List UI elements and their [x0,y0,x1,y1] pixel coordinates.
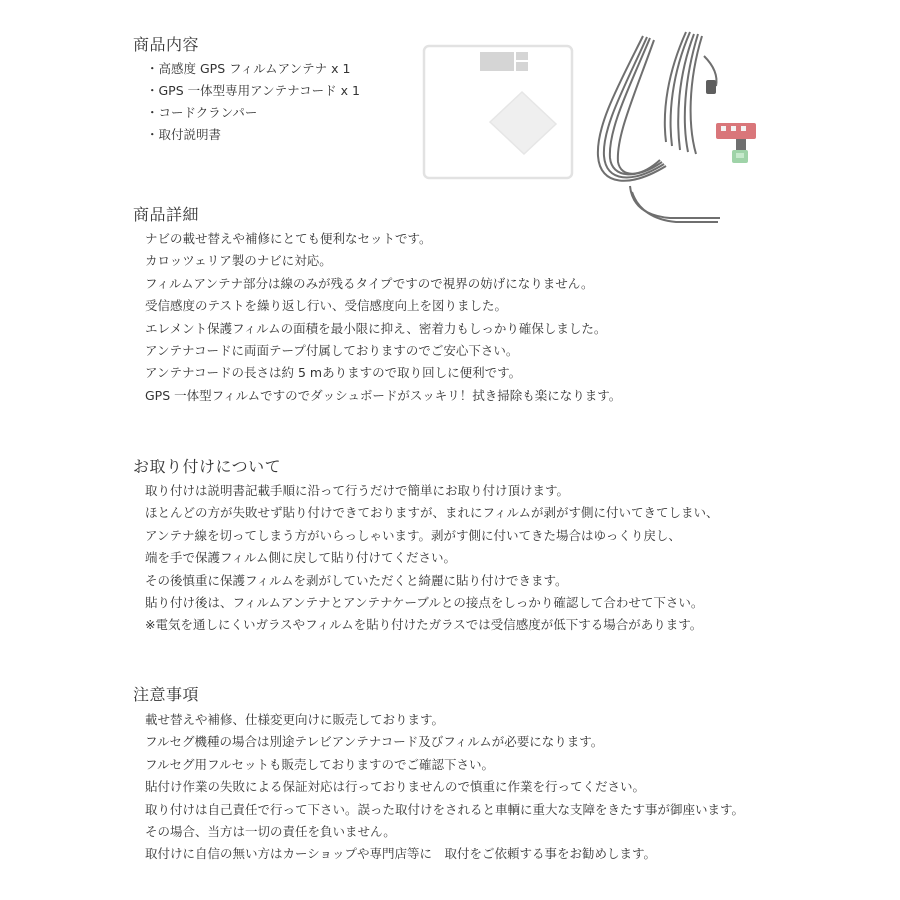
list-item: ・高感度 GPS フィルムアンテナ x 1 [146,61,351,76]
list-item: フルセグ用フルセットも販売しておりますのでご確認下さい。 [145,756,495,772]
list-item: 受信感度のテストを繰り返し行い、受信感度向上を図りました。 [145,298,508,314]
list-item: ※電気を通しにくいガラスやフィルムを貼り付けたガラスでは受信感度が低下する場合があります。 [145,617,703,633]
install-text [145,480,719,637]
list-item: その場合、当方は一切の責任を負いません。 [145,823,396,839]
list-item: ナビの載せ替えや補修にとても便利なセットです。 [145,231,432,246]
list-item: 取り付けは説明書記載手順に沿って行うだけで簡単にお取り付け頂けます。 [145,483,570,498]
list-item: アンテナ線を切ってしまう方がいらっしゃいます。剥がす側に付いてきた場合はゆっくり戻し、 [145,527,681,543]
list-item: 載せ替えや補修、仕様変更向けに販売しております。 [145,712,445,727]
list-item: ・取付説明書 [146,127,222,142]
list-item: フィルムアンテナ部分は線のみが残るタイプですので視界の妨げになりません。 [145,275,594,291]
list-item: ・コードクランパー [146,105,258,120]
list-item: GPS 一体型フィルムですのでダッシュボードがスッキリ！拭き掃除も楽になります。 [145,387,622,403]
details-heading: 商品詳細 [133,205,200,224]
contents-list [146,58,360,146]
notes-text [145,709,744,866]
contents-heading: 商品内容 [133,35,200,54]
list-item: アンテナコードに両面テープ付属しておりますのでご安心下さい。 [145,342,519,358]
list-item: アンテナコードの長さは約 5 mありますので取り回しに便利です。 [145,365,522,381]
film-antenna [424,46,572,178]
cord-connectors [706,80,756,163]
product-image [418,26,768,236]
list-item: 取付けに自信の無い方はカーショップや専門店等に 取付をご依頼する事をお勧めします。 [145,846,657,862]
list-item: 貼り付け後は、フィルムアンテナとアンテナケーブルとの接点をしっかり確認して合わせて下さい。 [145,594,704,610]
list-item: フルセグ機種の場合は別途テレビアンテナコード及びフィルムが必要になります。 [145,734,604,750]
details-text [145,228,621,407]
notes-heading: 注意事項 [133,685,200,704]
list-item: ・GPS 一体型専用アンテナコード x 1 [146,83,360,98]
install-heading: お取り付けについて [133,457,282,476]
list-item: 貼付け作業の失敗による保証対応は行っておりませんので慎重に作業を行ってください。 [145,779,646,795]
list-item: エレメント保護フィルムの面積を最小限に抑え、密着力もしっかり確保しました。 [145,320,607,336]
list-item: 端を手で保護フィルム側に戻して貼り付けてください。 [145,550,457,566]
list-item: カロッツェリア製のナビに対応。 [145,253,332,269]
list-item: ほとんどの方が失敗せず貼り付けできておりますが、まれにフィルムが剥がす側に付いてきてしまい、 [145,505,719,521]
list-item: 取り付けは自己責任で行って下さい。誤った取付けをされると車輌に重大な支障をきたす事が御座います。 [145,801,745,817]
list-item: その後慎重に保護フィルムを剥がしていただくと綺麗に貼り付けできます。 [145,572,568,588]
antenna-cord [598,32,720,222]
